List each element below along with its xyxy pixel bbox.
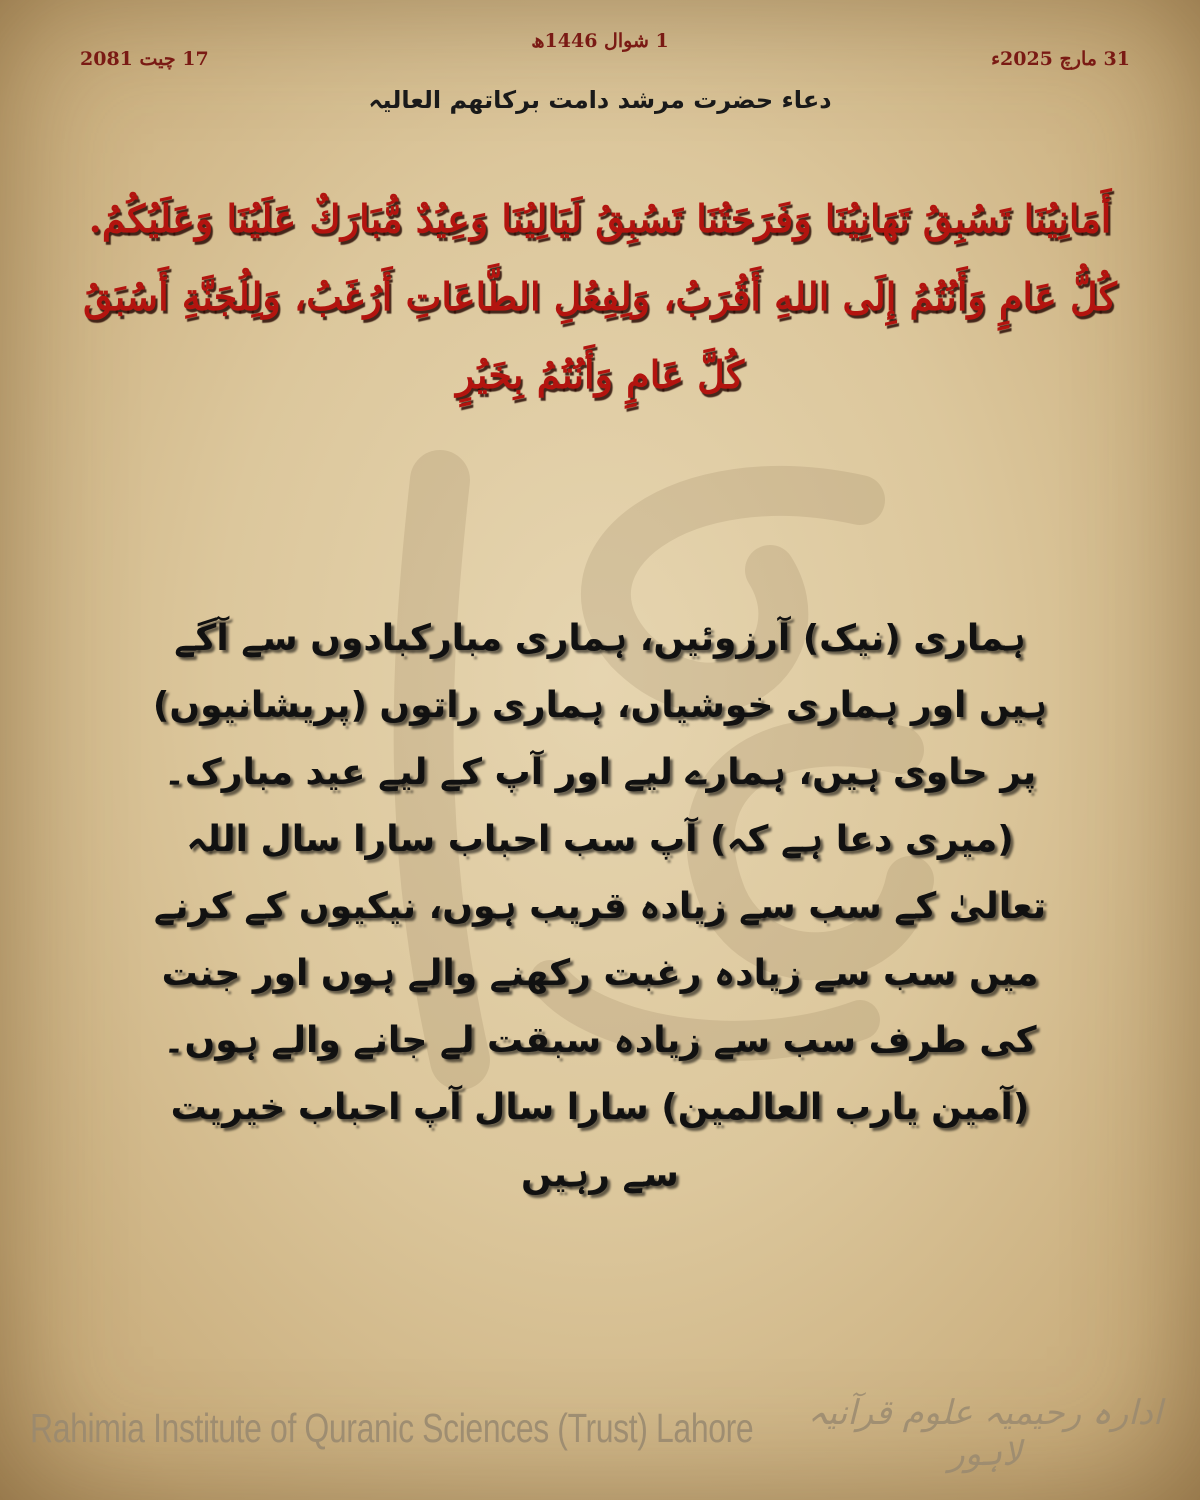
bikrami-date: 17 چیت 2081	[80, 48, 209, 70]
arabic-dua-text: أَمَانِيُنَا تَسُبِقُ تَهَانِيُنَا وَفَرَحَتُنَا تَسُبِقُ لَيَالِيُنَا وَعِيُدٌ مُّبَارَكٌ عَلَيُنَا وَعَلَيُكُمُ. كُلُّ عَامٍ وَأَنُتُمُ إِلَى اللهِ أَقُرَبُ، وَلِفِعُلِ الطَّاعَاتِ أَرُغَبُ، وَلِلُجَنَّةِ أَسُبَقُ كُلَّ عَامٍ وَأَنُتُمُ بِخَيُرٍ	[83, 196, 1117, 397]
footer-institute-name: Rahimia Institute of Quranic Sciences (Trust) Lahore	[30, 1405, 754, 1451]
hijri-date: 1 شوال 1446ھ	[531, 30, 669, 52]
page-title: دعاء حضرت مرشد دامت برکاتھم العالیہ	[368, 86, 832, 114]
gregorian-date: 31 مارچ 2025ء	[991, 48, 1130, 70]
urdu-translation-text: ہماری (نیک) آرزوئیں، ہماری مبارکبادوں سے آگے ہیں اور ہماری خوشیاں، ہماری راتوں (پریشانیوں) پر حاوی ہیں، ہمارے لیے اور آپ کے لیے عید مبارک۔ (میری دعا ہے کہ) آپ سب احباب سارا سال اللہ تعالیٰ کے سب سے زیادہ قریب ہوں، نیکیوں کے کرنے میں سب سے زیادہ رغبت رکھنے والے ہوں اور جنت کی طرف سب سے زیادہ سبقت لے جانے والے ہوں۔ (آمین یارب العالمین) سارا سال آپ احباب خیریت سے رہیں	[152, 618, 1048, 1195]
footer-urdu-logo: ادارہ رحیمیہ علوم قرآنیہ لاہور	[807, 1393, 1163, 1474]
